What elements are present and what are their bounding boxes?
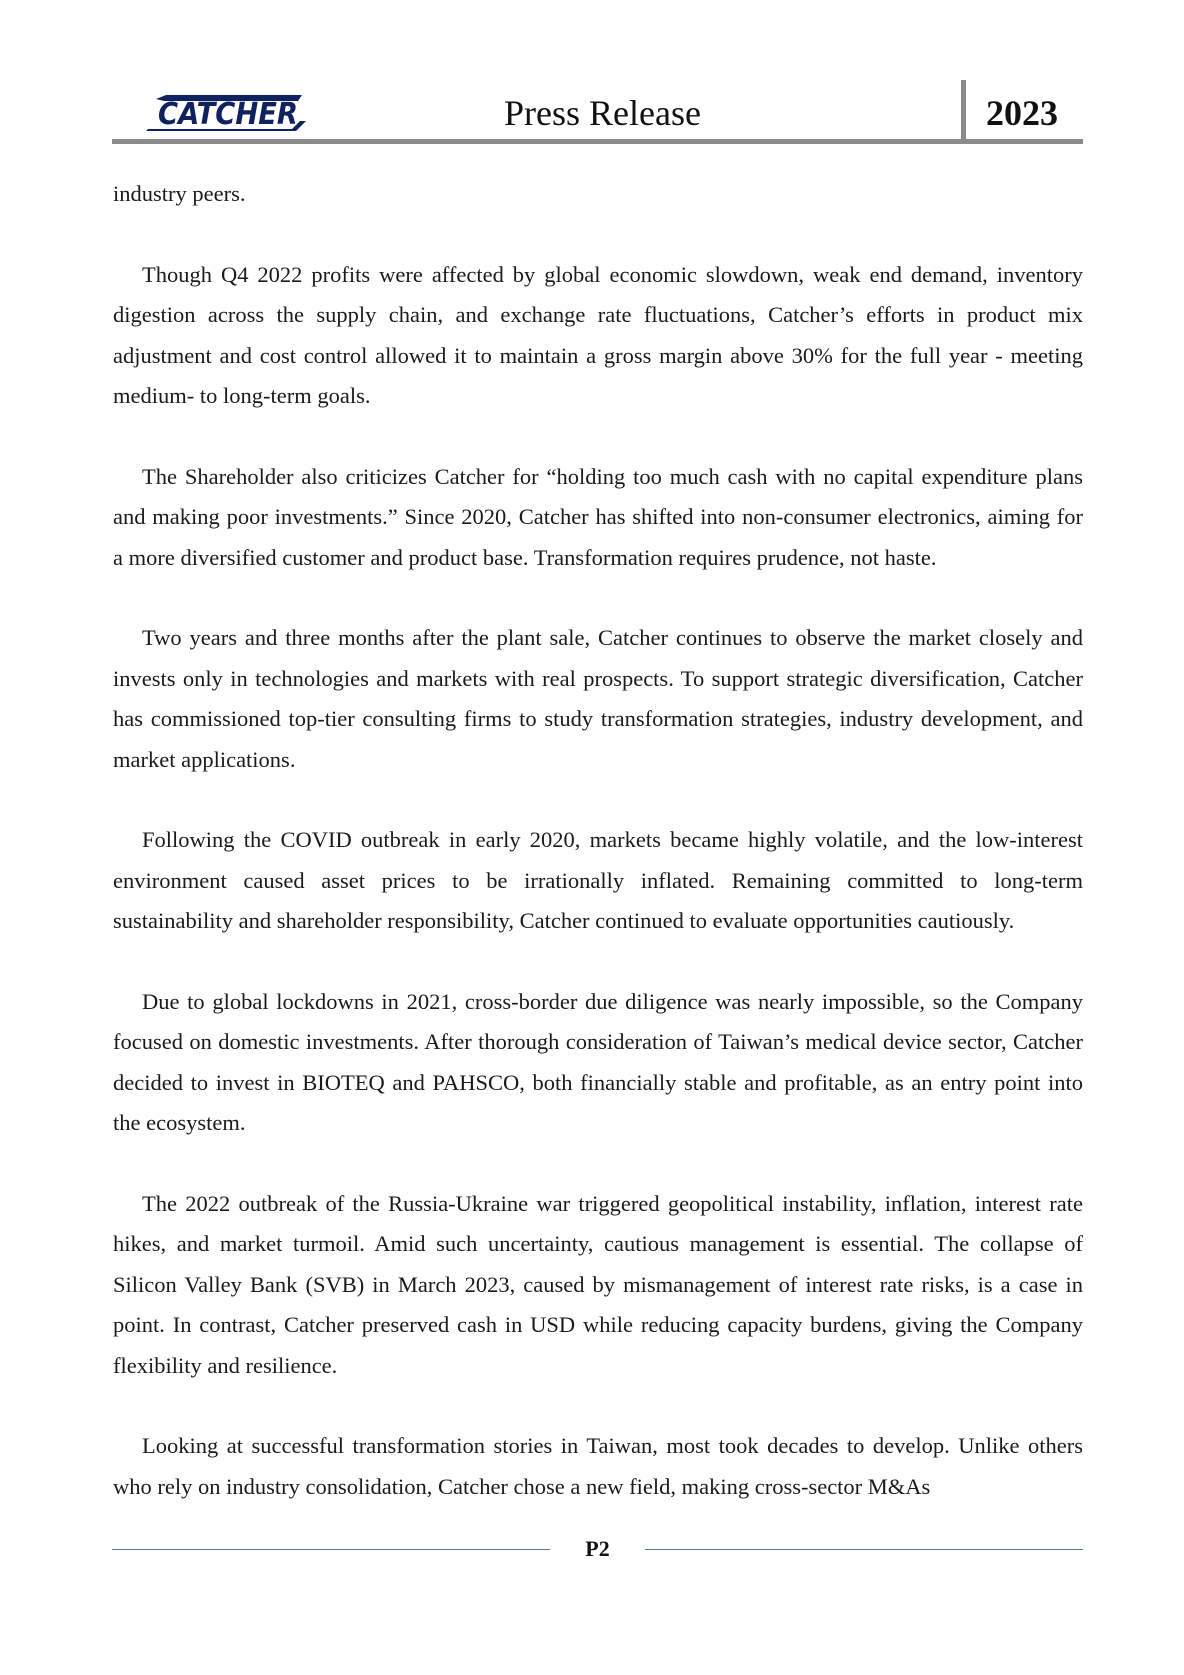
paragraph: The Shareholder also criticizes Catcher for “holding too much cash with no capital expenditure plans and making poor investments.” Since 2020, Catcher has shifted into non-consumer electronics, aiming for a more diversified customer and product base. Transformation requires prudence, not haste. bbox=[113, 463, 1083, 570]
footer-rule-left bbox=[112, 1549, 550, 1550]
paragraph-continuation: industry peers. bbox=[113, 181, 246, 206]
svg-text:CATCHER: CATCHER bbox=[158, 97, 298, 132]
header-rule bbox=[112, 139, 1083, 144]
page-number: P2 bbox=[585, 1536, 610, 1561]
page-header bbox=[112, 80, 1083, 144]
document-type-title: Press Release bbox=[504, 93, 701, 133]
header-vertical-divider bbox=[961, 80, 966, 140]
paragraph: Though Q4 2022 profits were affected by global economic slowdown, weak end demand, inventory digestion across the supply chain, and exchange rate fluctuations, Catcher’s efforts in product mix adjustment and cost control allowed it to maintain a gross margin above 30% for the full year - meeting medium- to long-term goals. bbox=[113, 261, 1083, 408]
paragraph: Two years and three months after the plant sale, Catcher continues to observe the market closely and invests only in technologies and markets with real prospects. To support strategic diversification, Catcher has commissioned top-tier consulting firms to study transformation strategies, industry development, and market applications. bbox=[113, 625, 1083, 772]
paragraph: Following the COVID outbreak in early 2020, markets became highly volatile, and the low-interest environment caused asset prices to be irrationally inflated. Remaining committed to long-term sustainability and shareholder responsibility, Catcher continued to evaluate opportunities cautiously. bbox=[113, 827, 1083, 933]
body-text bbox=[113, 174, 1083, 1547]
document-year: 2023 bbox=[986, 93, 1058, 133]
paragraph: Due to global lockdowns in 2021, cross-border due diligence was nearly impossible, so the Company focused on domestic investments. After thorough consideration of Taiwan’s medical device sector, Catcher decided to invest in BIOTEQ and PAHSCO, both financially stable and profitable, as an entry point into the ecosystem. bbox=[113, 988, 1083, 1135]
paragraph: Looking at successful transformation stories in Taiwan, most took decades to develop. Unlike others who rely on industry consolidation, Catcher chose a new field, making cross-sector M&As bbox=[113, 1433, 1083, 1499]
catcher-logo bbox=[142, 91, 312, 133]
page-footer bbox=[112, 1534, 1083, 1564]
paragraph: The 2022 outbreak of the Russia-Ukraine war triggered geopolitical instability, inflation, interest rate hikes, and market turmoil. Amid such uncertainty, cautious management is essential. The collapse of Silicon Valley Bank (SVB) in March 2023, caused by mismanagement of interest rate risks, is a case in point. In contrast, Catcher preserved cash in USD while reducing capacity burdens, giving the Company flexibility and resilience. bbox=[113, 1190, 1083, 1378]
footer-rule-right bbox=[645, 1549, 1083, 1550]
